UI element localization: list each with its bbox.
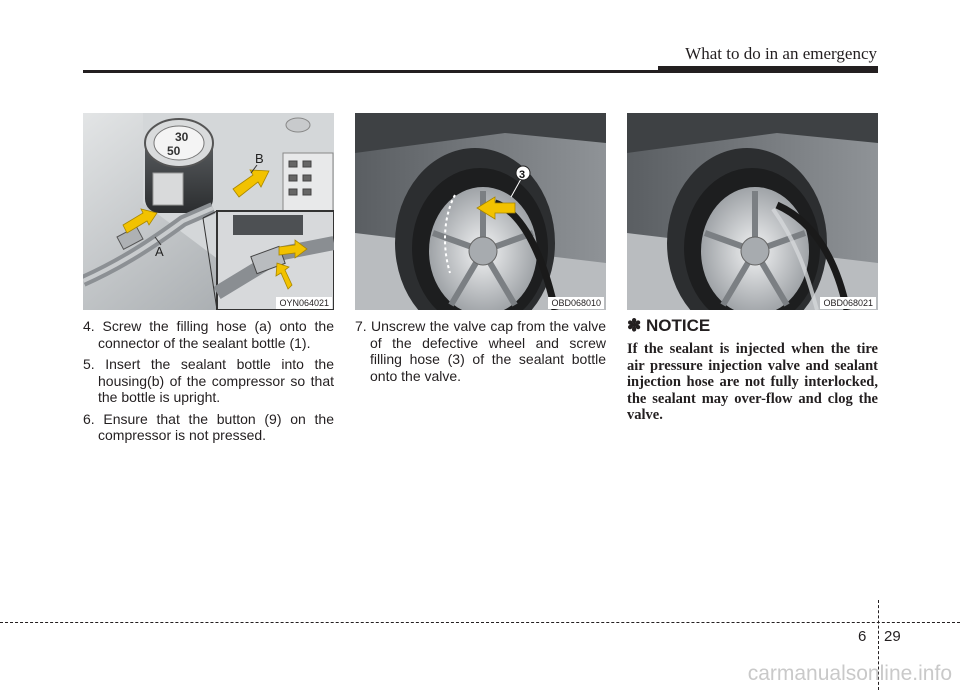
step-7: 7. Unscrew the valve cap from the valve of the defective wheel and screw filling hose (3) of the sealant bottle onto the valve. [355,318,606,384]
steps-list-col1 [83,318,334,449]
figure-wheel-hose [355,113,606,310]
figure-wheel-connected [627,113,878,310]
gauge-value-bottom: 50 [167,144,181,158]
notice-heading: ✽ NOTICE [627,316,711,335]
label-a: A [155,244,164,259]
figure-code: OYN064021 [276,297,332,309]
footer-rule [0,622,960,623]
step-4: 4. Screw the filling hose (a) onto the connector of the sealant bottle (1). [83,318,334,351]
label-b: B [255,151,264,166]
page-number: 29 [884,628,901,645]
label-3: 3 [519,169,526,181]
figure-code: OBD068021 [820,297,876,309]
wheel-connected-illustration [627,113,878,310]
gauge-value-top: 30 [175,130,189,144]
compressor-illustration [83,113,334,310]
figure-code: OBD068010 [548,297,604,309]
header-rule [83,70,878,73]
steps-list-col2 [355,318,606,389]
figure-compressor [83,113,334,310]
wheel-hose-illustration [355,113,606,310]
section-title: What to do in an emergency [685,44,877,63]
notice-body: If the sealant is injected when the tire air pressure injection valve and sealant injection hose are not fully interlocked, the sealant may over-flow and clog the valve. [627,341,878,424]
chapter-number: 6 [858,628,867,645]
step-6: 6. Ensure that the button (9) on the compressor is not pressed. [83,410,334,443]
watermark: carmanualsonline.info [747,662,952,685]
step-5: 5. Insert the sealant bottle into the housing(b) of the compressor so that the bottle is upright. [83,356,334,405]
